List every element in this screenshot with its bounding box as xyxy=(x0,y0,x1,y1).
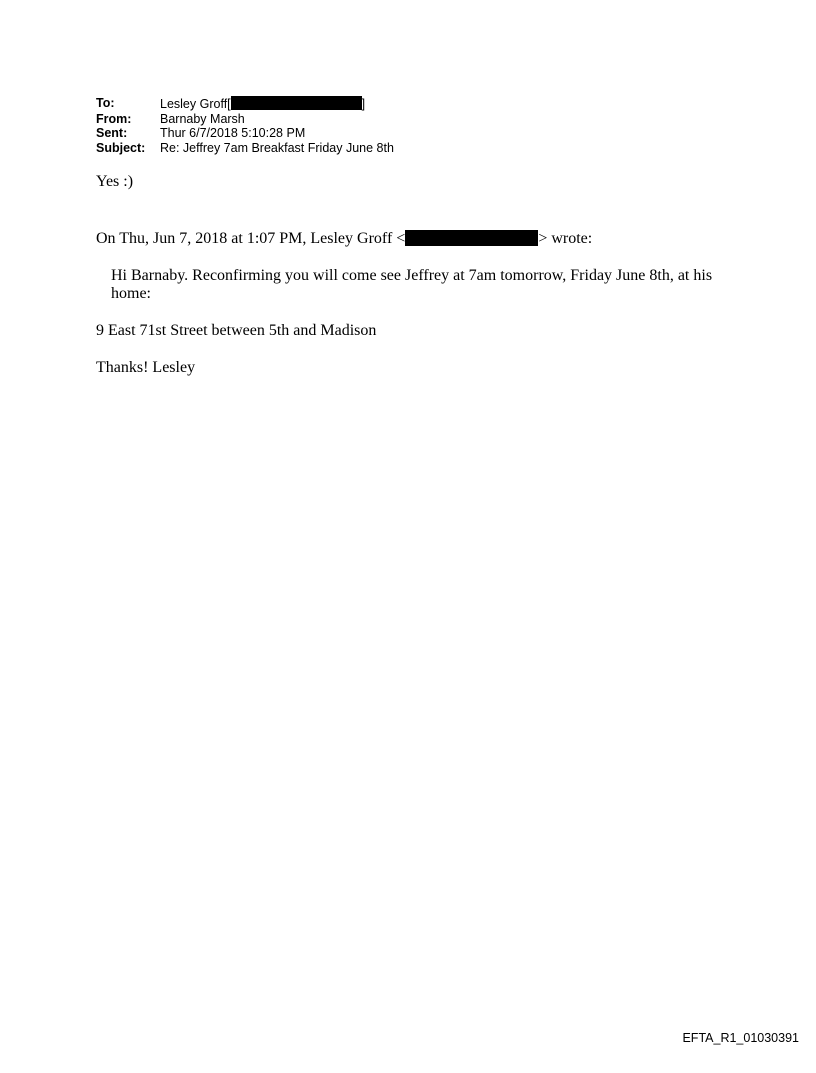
sent-row xyxy=(96,126,394,141)
email-header xyxy=(96,96,394,155)
to-name: Lesley Groff xyxy=(160,97,228,111)
quoted-message: Hi Barnaby. Reconfirming you will come see Jeffrey at 7am tomorrow, Friday June 8th, at his home: xyxy=(111,267,713,302)
from-value: Barnaby Marsh xyxy=(160,111,245,126)
sent-value: Thur 6/7/2018 5:10:28 PM xyxy=(160,126,306,141)
attribution-prefix: On Thu, Jun 7, 2018 at 1:07 PM, Lesley Groff < xyxy=(96,230,406,247)
address-line: 9 East 71st Street between 5th and Madison xyxy=(96,322,377,339)
from-label: From: xyxy=(96,111,132,126)
redaction-box xyxy=(231,96,362,110)
sent-label: Sent: xyxy=(96,126,128,141)
to-close-bracket: ] xyxy=(361,97,366,111)
to-open-bracket: [ xyxy=(227,97,231,111)
to-label: To: xyxy=(96,96,115,110)
subject-row xyxy=(96,141,394,156)
attribution-suffix: > wrote: xyxy=(538,230,593,247)
quote-attribution xyxy=(96,230,592,248)
reply-text: Yes :) xyxy=(96,173,134,190)
to-value xyxy=(160,96,365,112)
from-row xyxy=(96,112,394,127)
bates-number: EFTA_R1_01030391 xyxy=(682,1031,799,1045)
subject-label: Subject: xyxy=(96,140,146,155)
redaction-box xyxy=(405,230,538,246)
subject-value: Re: Jeffrey 7am Breakfast Friday June 8th xyxy=(160,140,394,155)
signoff-line: Thanks! Lesley xyxy=(96,359,196,376)
to-row xyxy=(96,96,394,112)
